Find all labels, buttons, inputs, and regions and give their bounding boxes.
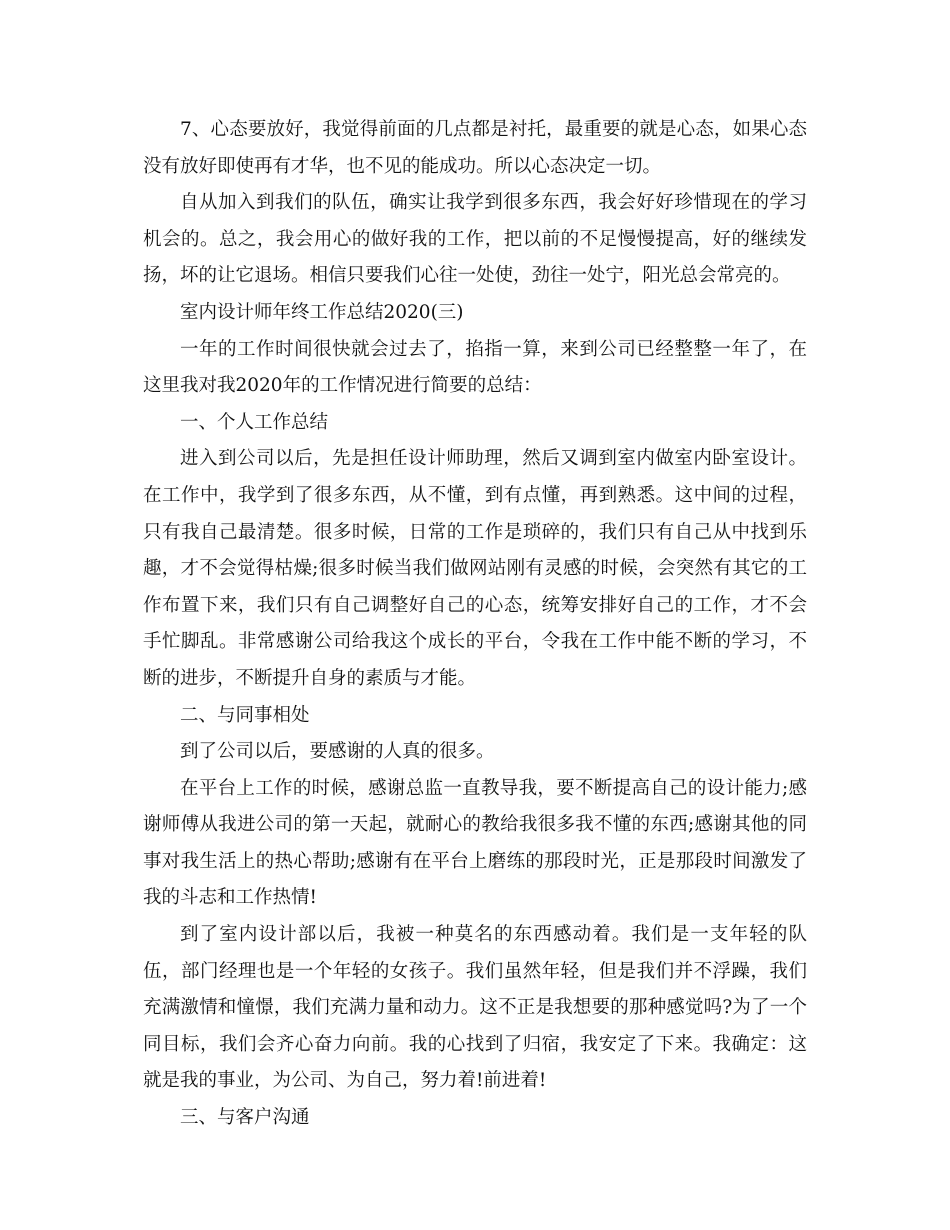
heading-personal-work: 一、个人工作总结 [180, 411, 329, 433]
paragraph-platform-work: 在平台上工作的时候，感谢总监一直教导我，要不断提高自己的设计能力;感谢师傅从我进公司的第一天起，就耐心的教给我很多我不懂的东西;感谢其他的同事对我生活上的热心帮助;感谢有在平台上磨练的那段时光，正是那段时间激发了我的斗志和工作热情! [143, 777, 807, 909]
paragraph-personal-work: 进入到公司以后，先是担任设计师助理，然后又调到室内做室内卧室设计。在工作中，我学到了很多东西，从不懂，到有点懂，再到熟悉。这中间的过程，只有我自己最清楚。很多时候，日常的工作是琐碎的，我们只有自己从中找到乐趣，才不会觉得枯燥;很多时候当我们做网站刚有灵感的时候，会突然有其它的工作布置下来，我们只有自己调整好自己的心态，统筹安排好自己的工作，才不会手忙脚乱。非常感谢公司给我这个成长的平台，令我在工作中能不断的学习，不断的进步，不断提升自身的素质与才能。 [143, 448, 807, 689]
paragraph-intro: 一年的工作时间很快就会过去了，掐指一算，来到公司已经整整一年了，在这里我对我2020年的工作情况进行简要的总结： [143, 338, 807, 397]
section-title-summary-3: 室内设计师年终工作总结2020(三) [180, 301, 464, 323]
paragraph-gratitude: 到了公司以后，要感谢的人真的很多。 [180, 741, 495, 763]
heading-colleagues: 二、与同事相处 [180, 704, 310, 726]
heading-client-communication: 三、与客户沟通 [180, 1107, 310, 1129]
paragraph-interior-department: 到了室内设计部以后，我被一种莫名的东西感动着。我们是一支年轻的队伍，部门经理也是一个年轻的女孩子。我们虽然年轻，但是我们并不浮躁，我们充满激情和憧憬，我们充满力量和动力。这不正是我想要的那种感觉吗?为了一个同目标，我们会齐心奋力向前。我的心找到了归宿，我安定了下来。我确定：这就是我的事业，为公司、为自己，努力着!前进着! [143, 924, 807, 1092]
paragraph-mindset: 7、心态要放好，我觉得前面的几点都是衬托，最重要的就是心态，如果心态没有放好即使再有才华，也不见的能成功。所以心态决定一切。 [143, 119, 807, 177]
document-body [143, 112, 807, 1137]
paragraph-joining-team: 自从加入到我们的队伍，确实让我学到很多东西，我会好好珍惜现在的学习机会的。总之，我会用心的做好我的工作，把以前的不足慢慢提高，好的继续发扬，坏的让它退场。相信只要我们心往一处使，劲往一处宁，阳光总会常亮的。 [143, 192, 807, 287]
